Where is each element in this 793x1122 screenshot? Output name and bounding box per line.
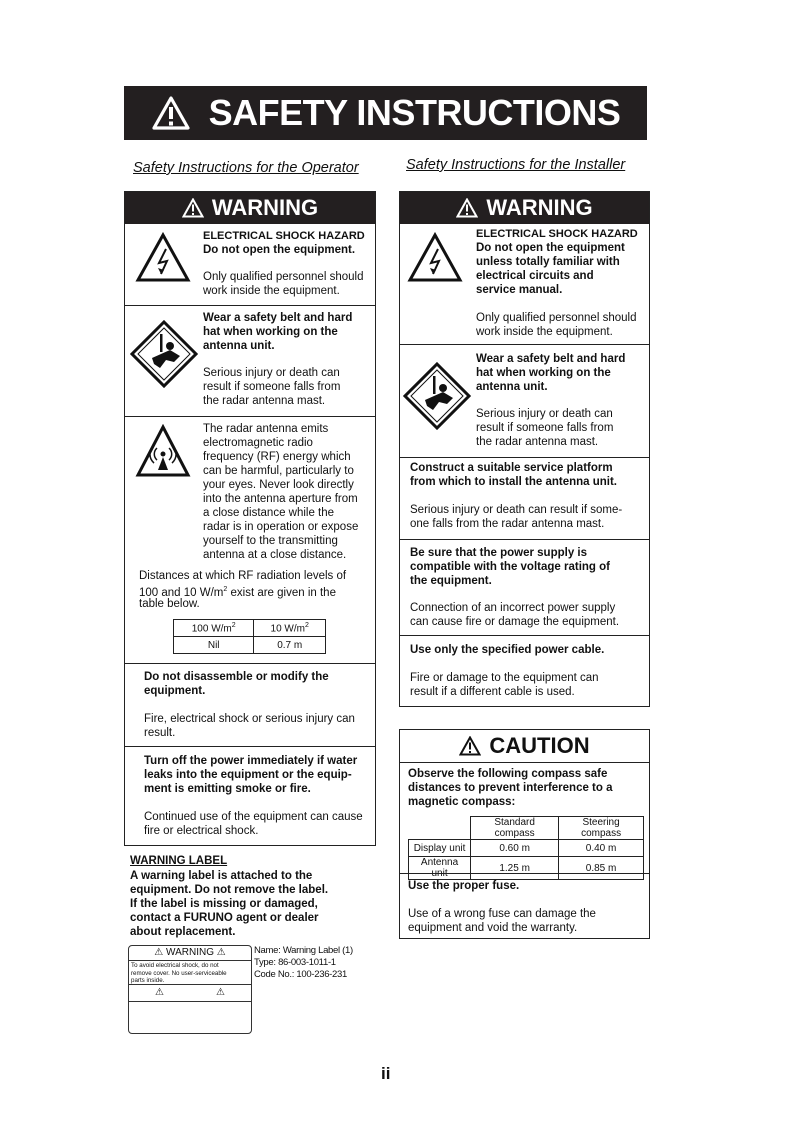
section-body: result if someone falls from — [476, 422, 614, 434]
section-title: hat when working on the — [476, 367, 611, 379]
rf-warning-line: radar is in operation or expose — [203, 521, 359, 533]
section-divider — [125, 663, 375, 664]
section-title: Use the proper fuse. — [408, 880, 520, 892]
installer-warning-header — [400, 192, 649, 224]
hazard-subtitle: Do not open the equipment. — [203, 244, 356, 256]
table-cell: 0.60 m — [471, 840, 559, 857]
page-number: ii — [381, 1064, 391, 1083]
operator-warning-header — [125, 192, 375, 224]
section-divider — [400, 873, 649, 874]
table-cell: 0.40 m — [559, 840, 644, 857]
table-header: Steering compass — [559, 817, 644, 840]
table-cell: Nil — [174, 637, 254, 654]
warning-triangle-icon: ⚠ — [216, 947, 226, 958]
section-divider — [400, 539, 649, 540]
warning-triangle-icon — [456, 198, 478, 218]
warning-label-text: A warning label is attached to the equipment. Do not remove the label. If the label is missing or damaged, contact a FURUNO agent or dealer about replacement. — [130, 870, 329, 938]
warning-label-heading: WARNING LABEL — [130, 855, 228, 867]
hazard-subtitle: electrical circuits and — [476, 270, 594, 282]
hazard-body: work inside the equipment. — [203, 285, 340, 297]
caution-text: Observe the following compass safe — [408, 768, 608, 780]
warning-triangle-icon: ⚠ — [154, 947, 164, 958]
rf-distance-text: 100 and 10 $W/m^2$ exist are given in the — [139, 586, 336, 599]
section-body: the radar antenna mast. — [203, 395, 326, 407]
section-body: Serious injury or death can result if some- — [410, 504, 623, 516]
section-title: Wear a safety belt and hard — [476, 353, 626, 365]
installer-warning-box — [399, 191, 650, 707]
section-divider — [125, 305, 375, 306]
rf-warning-line: can be harmful, particularly to — [203, 465, 354, 477]
section-body: result if a different cable is used. — [410, 686, 575, 698]
section-title: compatible with the voltage rating of — [410, 561, 610, 573]
warning-triangle-icon — [182, 198, 204, 218]
hazard-body: Only qualified personnel should — [476, 312, 637, 324]
sticker-title: ⚠ WARNING ⚠ — [129, 946, 251, 961]
rf-distance-table — [173, 619, 326, 654]
section-title: equipment. — [144, 685, 206, 697]
section-title: Use only the specified power cable. — [410, 644, 605, 656]
section-body: Continued use of the equipment can cause — [144, 811, 363, 823]
warning-label-info: Name: Warning Label (1) Type: 86-003-1011-1 Code No.: 100-236-231 — [254, 945, 353, 980]
section-title: Turn off the power immediately if water — [144, 755, 358, 767]
table-header: Standard compass — [471, 817, 559, 840]
section-body: can cause fire or damage the equipment. — [410, 616, 620, 628]
section-title: Wear a safety belt and hard — [203, 312, 353, 324]
section-body: equipment and void the warranty. — [408, 922, 578, 934]
warning-triangle-icon: ⚠ — [155, 987, 164, 998]
compass-distance-table — [408, 816, 644, 880]
warning-title: WARNING — [486, 195, 593, 220]
rf-warning-line: your eyes. Never look directly — [203, 479, 354, 491]
section-body: Serious injury or death can — [476, 408, 613, 420]
section-body: Fire, electrical shock or serious injury can — [144, 713, 355, 725]
table-header: 10 $W/m^2$ — [254, 620, 326, 637]
table-corner — [409, 817, 471, 840]
rf-warning-line: a close distance while the — [203, 507, 335, 519]
caution-text: distances to prevent interference to a — [408, 782, 613, 794]
rf-warning-line: yourself to the transmitting — [203, 535, 338, 547]
section-title: Do not disassemble or modify the — [144, 671, 329, 683]
fall-hazard-icon — [130, 320, 198, 388]
caution-text: magnetic compass: — [408, 796, 516, 808]
warning-triangle-icon — [151, 95, 191, 131]
section-title: antenna unit. — [203, 340, 275, 352]
table-row-label: Antenna unit — [409, 857, 471, 880]
section-divider — [400, 457, 649, 458]
section-title: antenna unit. — [476, 381, 548, 393]
section-divider — [125, 746, 375, 747]
section-body: fire or electrical shock. — [144, 825, 259, 837]
sticker-symbols — [129, 985, 251, 1002]
fall-hazard-icon — [403, 362, 471, 430]
warning-triangle-icon: ⚠ — [216, 987, 225, 998]
section-title: from which to install the antenna unit. — [410, 476, 618, 488]
section-body: result. — [144, 727, 176, 739]
warning-title: WARNING — [211, 195, 319, 220]
warning-label-sticker — [128, 945, 252, 1034]
rf-distance-text: Distances at which RF radiation levels of — [139, 570, 347, 582]
installer-subtitle: Safety Instructions for the Installer — [406, 157, 626, 173]
hazard-subtitle: service manual. — [476, 284, 563, 296]
hazard-body: Only qualified personnel should — [203, 271, 364, 283]
section-title: hat when working on the — [203, 326, 338, 338]
section-title: leaks into the equipment or the equip- — [144, 769, 352, 781]
hazard-subtitle: unless totally familiar with — [476, 256, 620, 268]
section-body: Serious injury or death can — [203, 367, 340, 379]
section-body: result if someone falls from — [203, 381, 341, 393]
caution-box — [399, 729, 650, 939]
hazard-title: ELECTRICAL SHOCK HAZARD — [476, 228, 638, 240]
section-divider — [400, 344, 649, 345]
section-body: Fire or damage to the equipment can — [410, 672, 599, 684]
section-title: Be sure that the power supply is — [410, 547, 588, 559]
sticker-text: To avoid electrical shock, do not remove cover. No user-serviceable parts inside. — [129, 961, 251, 985]
caution-triangle-icon — [459, 736, 481, 756]
electric-shock-icon — [135, 232, 191, 284]
section-body: Connection of an incorrect power supply — [410, 602, 616, 614]
table-header: 100 $W/m^2$ — [174, 620, 254, 637]
section-divider — [125, 416, 375, 417]
operator-subtitle: Safety Instructions for the Operator — [133, 160, 359, 176]
section-title: Construct a suitable service platform — [410, 462, 613, 474]
rf-warning-line: into the antenna aperture from — [203, 493, 358, 505]
caution-header — [400, 730, 649, 763]
caution-title: CAUTION — [489, 733, 590, 758]
rf-warning-line: antenna at a close distance. — [203, 549, 347, 561]
title-banner — [124, 86, 647, 140]
table-row-label: Display unit — [409, 840, 471, 857]
rf-radiation-icon — [135, 424, 191, 480]
hazard-subtitle: Do not open the equipment — [476, 242, 625, 254]
section-title: the equipment. — [410, 575, 492, 587]
rf-warning-line: electromagnetic radio — [203, 437, 313, 449]
hazard-body: work inside the equipment. — [476, 326, 613, 338]
electric-shock-icon — [407, 232, 463, 284]
rf-warning-line: frequency (RF) energy which — [203, 451, 351, 463]
rf-warning-line: The radar antenna emits — [203, 423, 329, 435]
section-divider — [400, 635, 649, 636]
rf-distance-text: table below. — [139, 598, 200, 610]
section-body: one falls from the radar antenna mast. — [410, 518, 605, 530]
section-body: Use of a wrong fuse can damage the — [408, 908, 596, 920]
section-title: ment is emitting smoke or fire. — [144, 783, 311, 795]
page-title: SAFETY INSTRUCTIONS — [208, 92, 621, 133]
operator-warning-box — [124, 191, 376, 846]
table-cell: 0.85 m — [559, 857, 644, 880]
table-cell: 1.25 m — [471, 857, 559, 880]
hazard-title: ELECTRICAL SHOCK HAZARD — [203, 230, 365, 242]
section-body: the radar antenna mast. — [476, 436, 599, 448]
table-cell: 0.7 m — [254, 637, 326, 654]
